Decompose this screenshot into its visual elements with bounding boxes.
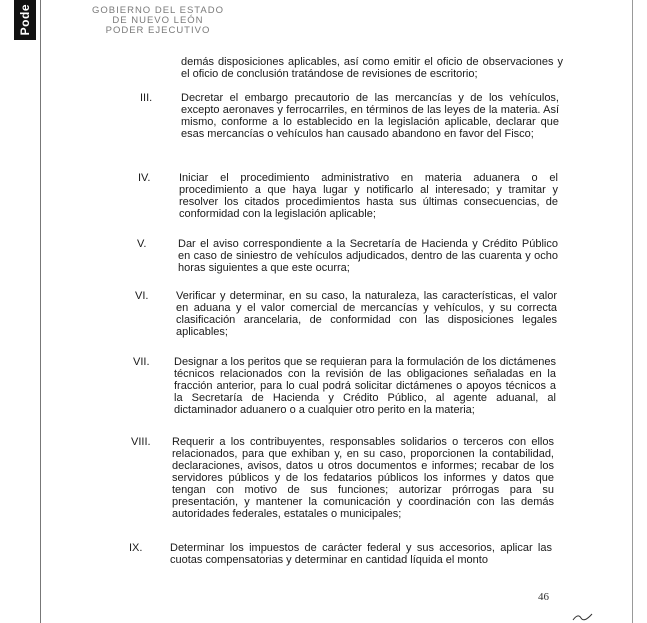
item-text: Determinar los impuestos de carácter federal y sus accesorios, aplicar las cuotas compensatorias y determinar en cantidad líquida el monto [170,542,552,566]
government-header [92,6,224,36]
page-number: 46 [538,591,549,603]
continuation-paragraph: demás disposiciones aplicables, así como emitir el oficio de observaciones y el oficio de conclusión tratándose de revisiones de escritorio; [181,56,563,80]
item-number: IX. [129,542,143,554]
item-number: IV. [138,172,151,184]
item-text: Dar el aviso correspondiente a la Secretaría de Hacienda y Crédito Público en caso de siniestro de vehículos adjudicados, dentro de las cuarenta y ocho horas siguientes a que este ocurra; [178,238,558,274]
side-tab [14,0,36,40]
left-margin-rule [40,0,41,623]
item-number: III. [140,92,153,104]
side-tab-label: Pode [18,4,32,36]
header-line-1: GOBIERNO DEL ESTADO [92,5,224,16]
item-text: Decretar el embargo precautorio de las mercancías y de los vehículos, excepto aeronaves y ferrocarriles, en términos de las leyes de la materia. Así mismo, conforme a lo establecido en la legislación aplicable, declarar que esas mercancías o vehículos han causado abandono en favor del Fisco; [181,92,559,140]
item-text: Requerir a los contribuyentes, responsables solidarios o terceros con ellos relacionados, para que exhiban y, en su caso, proporcionen la contabilidad, declaraciones, avisos, datos u otros documentos e informes; recabar de los servidores públicos y de los fedatarios públicos los informes y datos que tengan con motivo de sus funciones; autorizar prórrogas para su presentación, y mantener la comunicación y coordinación con las demás autoridades federales, estatales o municipales; [172,436,554,520]
initials-mark-icon [572,612,594,622]
item-text: Verificar y determinar, en su caso, la naturaleza, las características, el valor en aduana y el valor comercial de mercancías y vehículos, y su correcta clasificación arancelaria, de conformidad con las disposiciones legales aplicables; [176,290,557,338]
header-line-2: DE NUEVO LEÓN [112,15,204,26]
item-text: Designar a los peritos que se requieran para la formulación de los dictámenes técnicos relacionados con la revisión de las obligaciones señaladas en la fracción anterior, para lo cual podrá solicitar dictámenes o apoyos técnicos a la Secretaría de Hacienda y Crédito Público, al agente aduanal, al dictaminador aduanero o a cualquier otro perito en la materia; [174,356,556,416]
item-number: VIII. [131,436,151,448]
item-number: VI. [135,290,149,302]
item-number: VII. [133,356,150,368]
item-text: Iniciar el procedimiento administrativo en materia aduanera o el procedimiento a que haya lugar y notificarlo al interesado; y tramitar y resolver los citados procedimientos hasta sus últimas consecuencias, de conformidad con la legislación aplicable; [179,172,558,220]
right-margin-rule [632,0,633,623]
item-number: V. [137,238,147,250]
header-line-3: PODER EJECUTIVO [105,25,211,36]
